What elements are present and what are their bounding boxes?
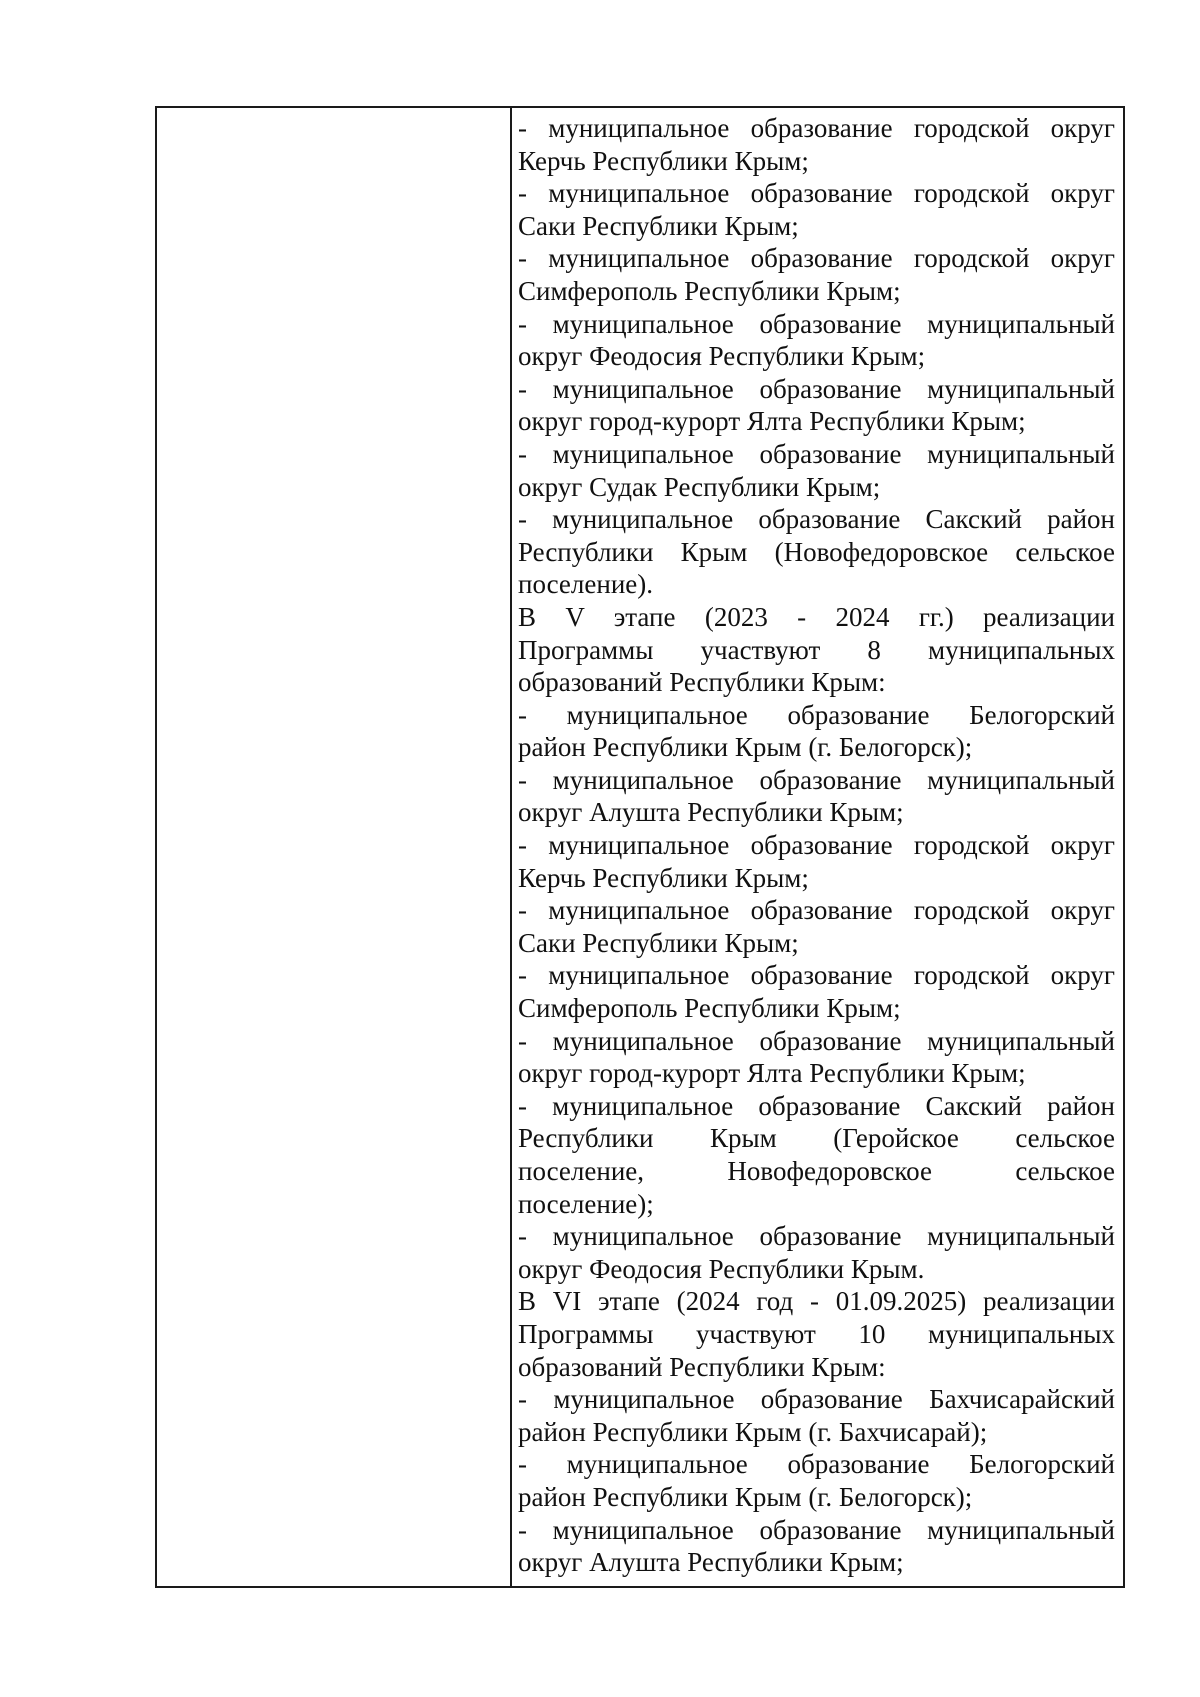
text-line: - муниципальное образование Белогорский: [518, 1449, 1115, 1480]
text-line: Саки Республики Крым;: [518, 927, 799, 958]
text-line: - муниципальное образование городской округ: [518, 960, 1115, 991]
text-line: - муниципальное образование муниципальный: [518, 1025, 1115, 1056]
text-line: - муниципальное образование городской округ: [518, 113, 1115, 143]
text-line: округ город-курорт Ялта Республики Крым;: [518, 1058, 1026, 1089]
text-line: - муниципальное образование Сакский район: [518, 504, 1115, 535]
text-line: округ город-курорт Ялта Республики Крым;: [518, 406, 1026, 437]
text-line: - муниципальное образование городской округ: [518, 178, 1115, 209]
text-line: Программы участвуют 8 муниципальных: [518, 634, 1115, 665]
text-line: Саки Республики Крым;: [518, 210, 799, 241]
text-line: округ Алушта Республики Крым;: [518, 797, 904, 828]
text-line: округ Алушта Республики Крым;: [518, 1547, 904, 1578]
text-line: образований Республики Крым:: [518, 1351, 886, 1382]
document-table: [155, 106, 1125, 1588]
text-line: В VI этапе (2024 год - 01.09.2025) реализации: [518, 1286, 1115, 1317]
text-line: поселение).: [518, 569, 653, 600]
text-line: Керчь Республики Крым;: [518, 862, 809, 893]
text-line: Симферополь Республики Крым;: [518, 275, 901, 306]
text-line: район Республики Крым (г. Бахчисарай);: [518, 1416, 988, 1447]
text-line: - муниципальное образование Сакский район: [518, 1090, 1115, 1121]
text-line: район Республики Крым (г. Белогорск);: [518, 1481, 973, 1512]
text-line: Республики Крым (Геройское сельское: [518, 1123, 1115, 1154]
text-line: - муниципальное образование муниципальный: [518, 1221, 1115, 1252]
text-line: Симферополь Республики Крым;: [518, 993, 901, 1024]
text-line: - муниципальное образование Белогорский: [518, 699, 1115, 730]
text-line: поселение);: [518, 1188, 654, 1219]
text-line: - муниципальное образование городской округ: [518, 895, 1115, 926]
text-line: В V этапе (2023 - 2024 гг.) реализации: [518, 601, 1115, 632]
text-line: Республики Крым (Новофедоровское сельское: [518, 536, 1115, 567]
text-line: Керчь Республики Крым;: [518, 145, 809, 176]
text-line: поселение, Новофедоровское сельское: [518, 1156, 1115, 1186]
text-line: - муниципальное образование Бахчисарайский: [518, 1384, 1115, 1415]
text-line: - муниципальное образование муниципальный: [518, 1514, 1115, 1545]
text-line: район Республики Крым (г. Белогорск);: [518, 732, 973, 763]
text-line: - муниципальное образование городской округ: [518, 243, 1115, 274]
text-line: образований Республики Крым:: [518, 667, 886, 698]
text-line: округ Судак Республики Крым;: [518, 471, 881, 502]
text-line: округ Феодосия Республики Крым;: [518, 341, 926, 372]
text-line: округ Феодосия Республики Крым.: [518, 1253, 925, 1284]
table-right-cell: [512, 108, 1123, 1586]
text-line: - муниципальное образование муниципальный: [518, 373, 1115, 404]
text-line: - муниципальное образование городской округ: [518, 830, 1115, 861]
text-line: - муниципальное образование муниципальный: [518, 764, 1115, 795]
table-left-cell: [157, 108, 512, 1586]
text-line: - муниципальное образование муниципальный: [518, 308, 1115, 339]
text-line: - муниципальное образование муниципальный: [518, 438, 1115, 469]
text-line: Программы участвуют 10 муниципальных: [518, 1318, 1115, 1349]
